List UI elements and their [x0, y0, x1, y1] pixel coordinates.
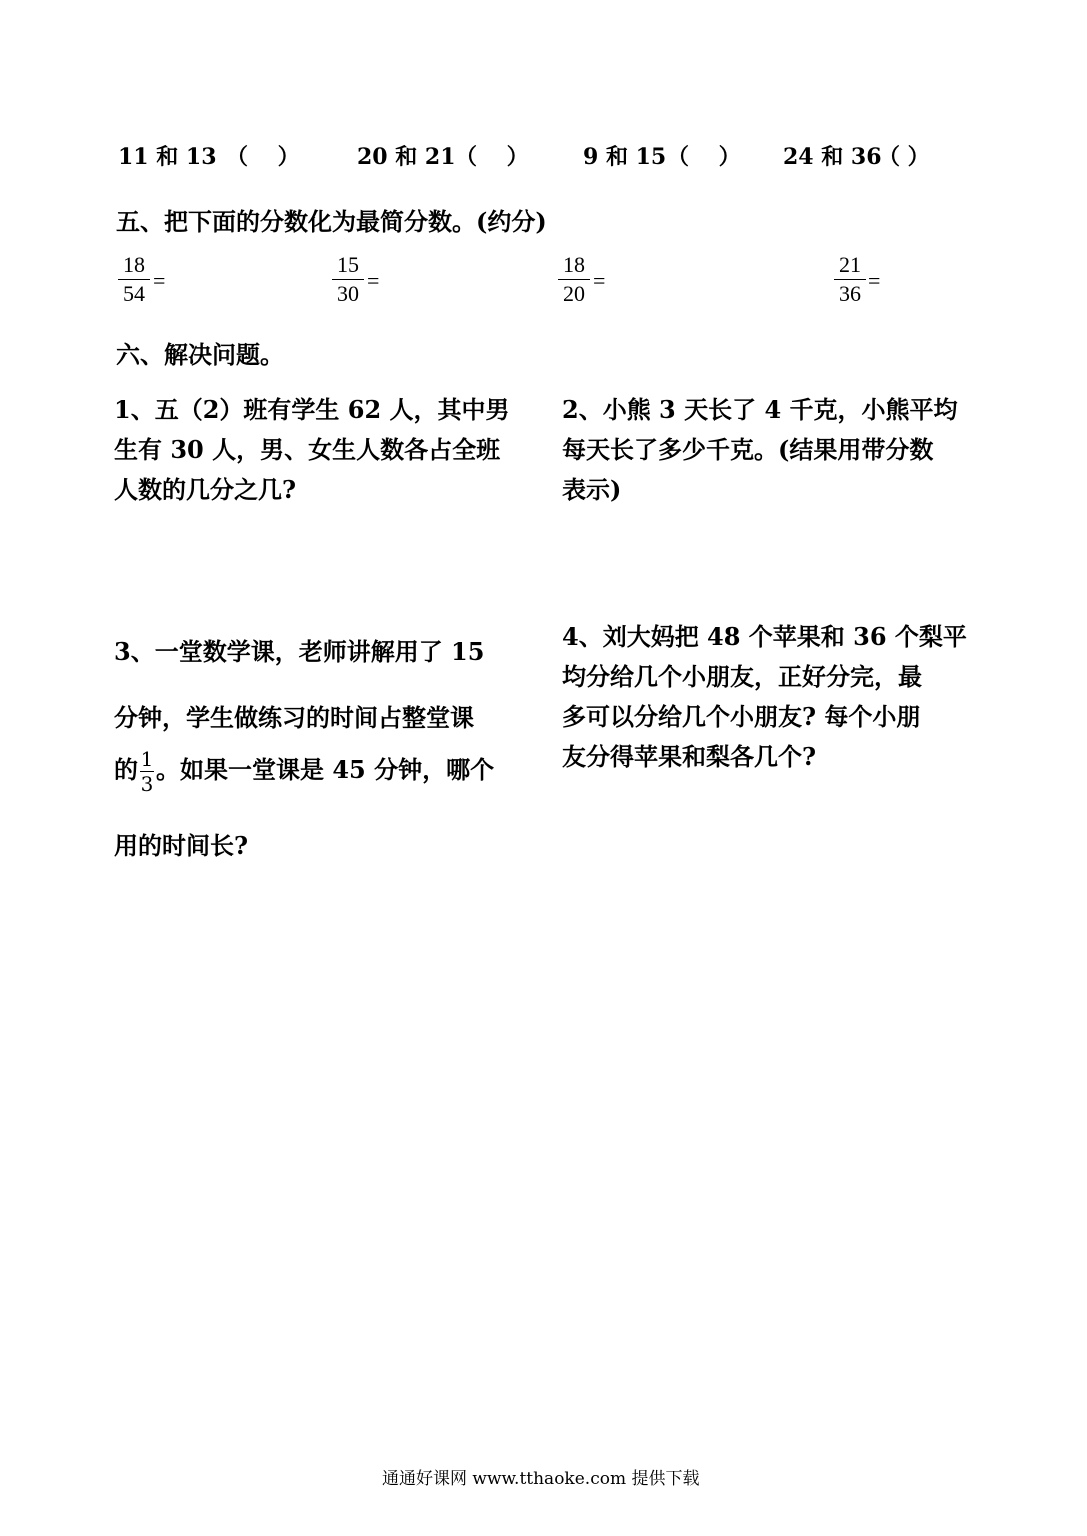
fraction-2-den: 30 [337, 281, 359, 306]
pair-2-blank[interactable]: （ ） [455, 144, 529, 170]
problem-3-line-2: 分钟，学生做练习的时间占整堂课 [114, 703, 474, 732]
problem-3-line-1: 3、一堂数学课，老师讲解用了 15 [114, 637, 485, 666]
problem-3-fraction-den: 3 [140, 772, 154, 796]
fraction-2-bar [332, 279, 364, 280]
problem-3-line-3-post: 。如果一堂课是 45 分钟，哪个 [156, 755, 495, 784]
fraction-4-bar [834, 279, 866, 280]
problem-4 [562, 617, 967, 777]
problem-3-fraction [140, 748, 154, 795]
problem-4-line-3: 多可以分给几个小朋友? 每个小朋 [562, 702, 921, 731]
fraction-1 [118, 252, 150, 307]
problem-2-line-3: 表示) [562, 475, 622, 504]
fraction-2-num: 15 [337, 252, 359, 277]
problem-3-line-3-pre: 的 [114, 755, 138, 784]
fraction-3-num: 18 [563, 252, 585, 277]
problem-1 [114, 390, 510, 510]
fraction-3-den: 20 [563, 281, 585, 306]
pair-3-blank[interactable]: （ ） [667, 144, 741, 170]
problem-1-line-2: 生有 30 人，男、女生人数各占全班 [114, 435, 501, 464]
problem-4-line-4: 友分得苹果和梨各几个? [562, 742, 817, 771]
section6-heading: 六、解决问题。 [116, 340, 284, 369]
problem-3-line-4-clipped [114, 826, 414, 860]
pair-1-blank[interactable]: （ ） [226, 144, 300, 170]
fraction-4-num: 21 [839, 252, 861, 277]
fraction-4-den: 36 [839, 281, 861, 306]
fraction-3 [558, 252, 590, 307]
problem-3-line-4: 用的时间长? [114, 831, 249, 860]
problem-3-fraction-num: 1 [140, 747, 154, 771]
problem-2-line-1: 2、小熊 3 天长了 4 千克，小熊平均 [562, 395, 958, 424]
pair-4-blank[interactable]: （ ） [878, 144, 930, 170]
problem-4-line-2: 均分给几个小朋友，正好分完，最 [562, 662, 922, 691]
fraction-1-bar [118, 279, 150, 280]
fraction-3-bar [558, 279, 590, 280]
pair-2-label: 20 和 21 [357, 144, 456, 170]
problem-3-line-3 [114, 748, 494, 795]
fraction-2-equals: = [367, 268, 380, 293]
problem-1-line-1: 1、五（2）班有学生 62 人，其中男 [114, 395, 510, 424]
section5-heading: 五、把下面的分数化为最简分数。(约分) [116, 207, 547, 236]
problem-4-line-1: 4、刘大妈把 48 个苹果和 36 个梨平 [562, 622, 967, 651]
fraction-4 [834, 252, 866, 307]
problem-2 [562, 390, 958, 510]
fraction-4-equals: = [868, 268, 881, 293]
problem-1-line-3: 人数的几分之几? [114, 475, 297, 504]
fraction-1-equals: = [153, 268, 166, 293]
pair-1-label: 11 和 13 [118, 144, 217, 170]
fraction-1-den: 54 [123, 281, 145, 306]
fraction-3-equals: = [593, 268, 606, 293]
pair-3-label: 9 和 15 [583, 144, 667, 170]
fraction-2 [332, 252, 364, 307]
problem-2-line-2: 每天长了多少千克。(结果用带分数 [562, 435, 934, 464]
pair-4-label: 24 和 36 [783, 144, 882, 170]
footer: 通通好课网 www.tthaoke.com 提供下载 [382, 1469, 700, 1489]
fraction-1-num: 18 [123, 252, 145, 277]
